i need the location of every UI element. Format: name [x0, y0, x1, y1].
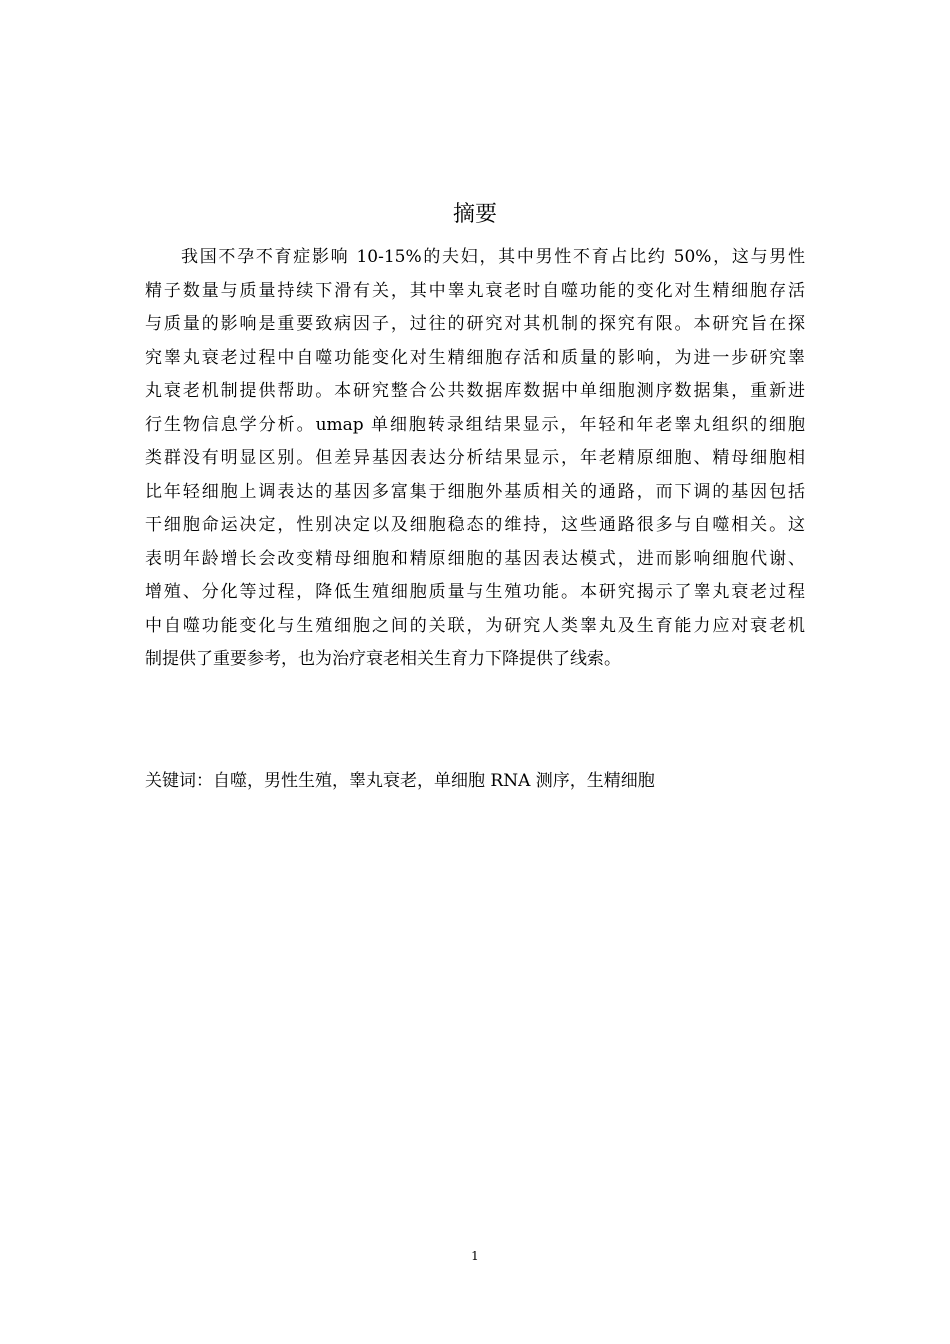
- keywords-text: 自噬，男性生殖，睾丸衰老，单细胞 RNA 测序，生精细胞: [213, 771, 655, 791]
- keywords-line: [145, 765, 805, 798]
- page-number: 1: [471, 1249, 479, 1263]
- abstract-line: 类群没有明显区别。但差异基因表达分析结果显示，年老精原细胞、精母细胞相: [145, 448, 805, 468]
- abstract-line: 干细胞命运决定，性别决定以及细胞稳态的维持，这些通路很多与自噬相关。这: [145, 515, 805, 535]
- page-title: 摘要: [452, 202, 497, 227]
- abstract-line: 增殖、分化等过程，降低生殖细胞质量与生殖功能。本研究揭示了睾丸衰老过程: [145, 582, 805, 602]
- abstract-line: 制提供了重要参考，也为治疗衰老相关生育力下降提供了线索。: [145, 649, 621, 669]
- abstract-line: 与质量的影响是重要致病因子，过往的研究对其机制的探究有限。本研究旨在探: [145, 314, 805, 334]
- abstract-line: 我国不孕不育症影响 10-15%的夫妇，其中男性不育占比约 50%，这与男性: [181, 247, 805, 267]
- abstract-line: 表明年龄增长会改变精母细胞和精原细胞的基因表达模式，进而影响细胞代谢、: [145, 548, 805, 569]
- abstract-line: 行生物信息学分析。umap 单细胞转录组结果显示，年轻和年老睾丸组织的细胞: [145, 414, 805, 435]
- abstract-line: 精子数量与质量持续下滑有关，其中睾丸衰老时自噬功能的变化对生精细胞存活: [145, 280, 805, 301]
- abstract-line: 比年轻细胞上调表达的基因多富集于细胞外基质相关的通路，而下调的基因包括: [145, 481, 805, 502]
- keywords-label: 关键词：: [145, 771, 213, 791]
- abstract-body: [145, 241, 805, 677]
- abstract-line: 究睾丸衰老过程中自噬功能变化对生精细胞存活和质量的影响，为进一步研究睾: [145, 347, 805, 368]
- abstract-line: 中自噬功能变化与生殖细胞之间的关联，为研究人类睾丸及生育能力应对衰老机: [145, 615, 805, 636]
- abstract-line: 丸衰老机制提供帮助。本研究整合公共数据库数据中单细胞测序数据集，重新进: [145, 381, 805, 401]
